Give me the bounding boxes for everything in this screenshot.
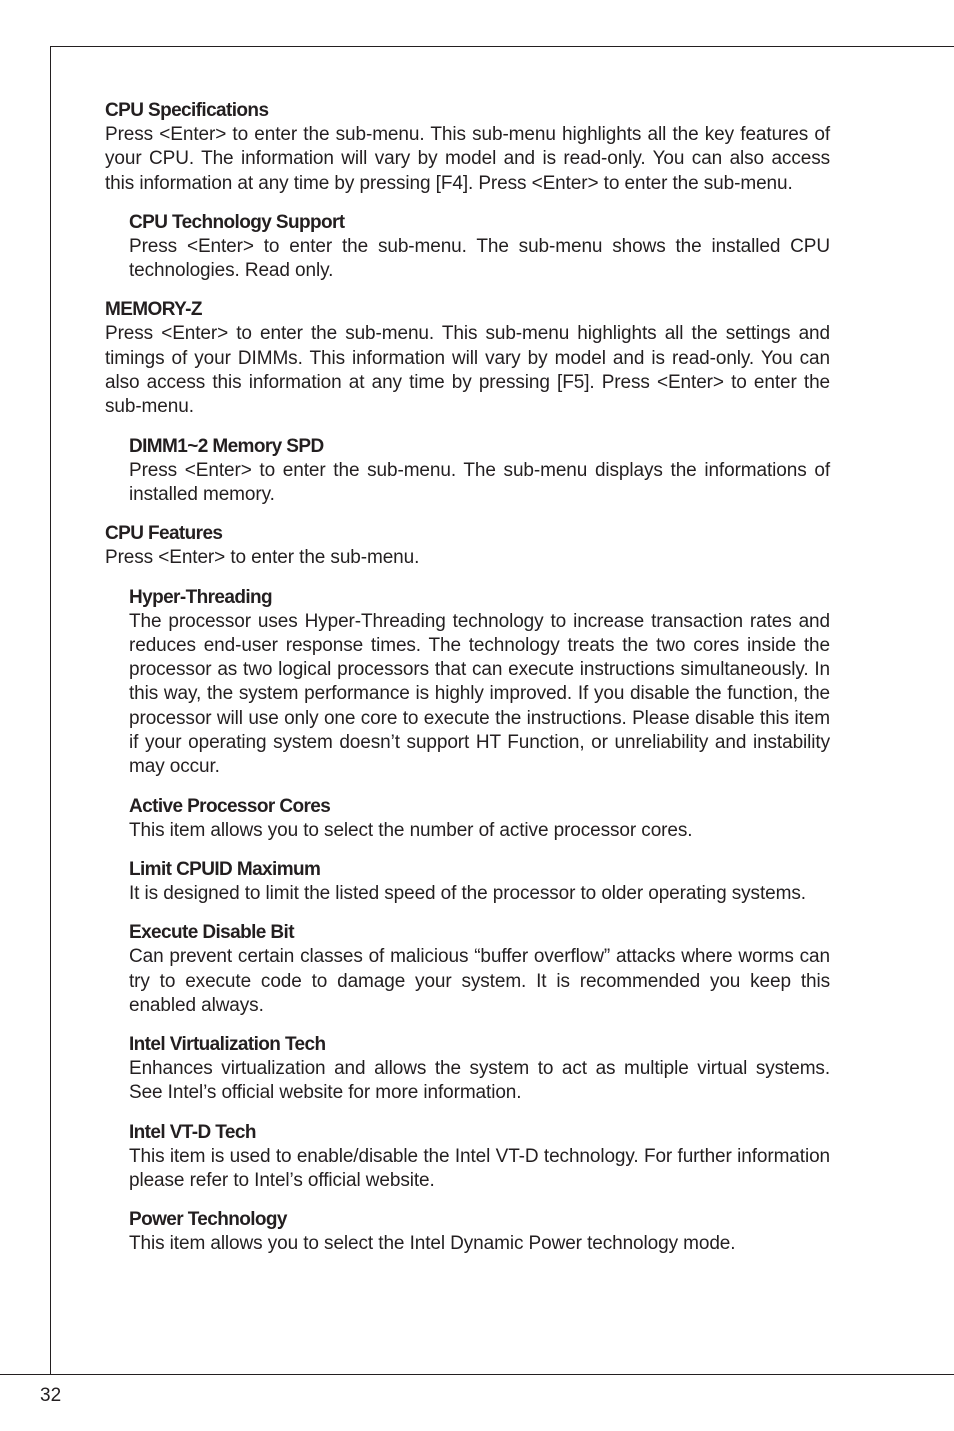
section-heading: Active Processor Cores: [129, 795, 331, 817]
section-body: Enhances virtualization and allows the system to act as multiple virtual systems. See Intel’s official website for more information.: [129, 1058, 830, 1104]
section-body: It is designed to limit the listed speed of the processor to older operating systems.: [129, 882, 806, 904]
page-number: 32: [40, 1385, 62, 1406]
section-heading: DIMM1~2 Memory SPD: [129, 435, 324, 457]
section-active-processor-cores: [129, 795, 830, 843]
section-heading: Power Technology: [129, 1209, 287, 1231]
section-intel-vt-d-tech: [129, 1121, 830, 1194]
manual-content: [105, 99, 830, 1272]
section-heading: Intel VT-D Tech: [129, 1121, 256, 1143]
section-body: This item is used to enable/disable the Intel VT-D technology. For further information please refer to Intel’s official website.: [129, 1145, 830, 1192]
page-frame-left-rule: [50, 46, 51, 1375]
section-intel-virtualization-tech: [129, 1033, 830, 1106]
section-body: Press <Enter> to enter the sub-menu. The sub-menu shows the installed CPU technologies. Read only.: [129, 235, 830, 282]
section-heading: CPU Technology Support: [129, 211, 345, 233]
section-dimm-memory-spd: [129, 435, 830, 508]
section-heading: Hyper-Threading: [129, 586, 273, 608]
section-limit-cpuid-maximum: [129, 858, 830, 906]
section-hyper-threading: [129, 586, 830, 780]
section-heading: MEMORY-Z: [105, 299, 202, 321]
section-heading: Intel Virtualization Tech: [129, 1034, 326, 1056]
section-body: Press <Enter> to enter the sub-menu.: [105, 547, 420, 569]
page-frame-top-rule: [50, 46, 954, 47]
section-memory-z: [105, 298, 830, 419]
section-heading: Limit CPUID Maximum: [129, 858, 321, 880]
section-body: This item allows you to select the number of active processor cores.: [129, 819, 693, 841]
section-heading: CPU Specifications: [105, 100, 269, 121]
section-body: The processor uses Hyper-Threading technology to increase transaction rates and reduces end-user response times. The technology treats the two cores inside the processor as two logical processors that can execute instructions simultaneously. In this way, the system performance is highly improved. If you disable the function, the processor will use only one core to execute the instructions. Please disable this item if your operating system doesn’t support HT Function, or unreliability and instability may occur.: [129, 610, 830, 778]
section-heading: Execute Disable Bit: [129, 922, 294, 944]
section-body: This item allows you to select the Intel Dynamic Power technology mode.: [129, 1233, 736, 1255]
section-cpu-technology-support: [129, 211, 830, 284]
section-body: Press <Enter> to enter the sub-menu. The sub-menu displays the informations of installed memory.: [129, 459, 830, 505]
section-body: Can prevent certain classes of malicious “buffer overflow” attacks where worms can try to execute code to damage your system. It is recommended you keep this enabled always.: [129, 946, 830, 1016]
section-cpu-specifications: [105, 99, 830, 196]
section-power-technology: [129, 1208, 830, 1256]
page-frame-bottom-rule: [0, 1374, 954, 1375]
section-execute-disable-bit: [129, 921, 830, 1018]
section-heading: CPU Features: [105, 523, 223, 545]
section-body: Press <Enter> to enter the sub-menu. This sub-menu highlights all the settings and timings of your DIMMs. This information will vary by model and is read-only. You can also access this information at any time by pressing [F5]. Press <Enter> to enter the sub-menu.: [105, 323, 830, 418]
section-cpu-features: [105, 522, 830, 570]
section-body: Press <Enter> to enter the sub-menu. This sub-menu highlights all the key features of your CPU. The information will vary by model and is read-only. You can also access this information at any time by pressing [F4]. Press <Enter> to enter the sub-menu.: [105, 124, 830, 194]
